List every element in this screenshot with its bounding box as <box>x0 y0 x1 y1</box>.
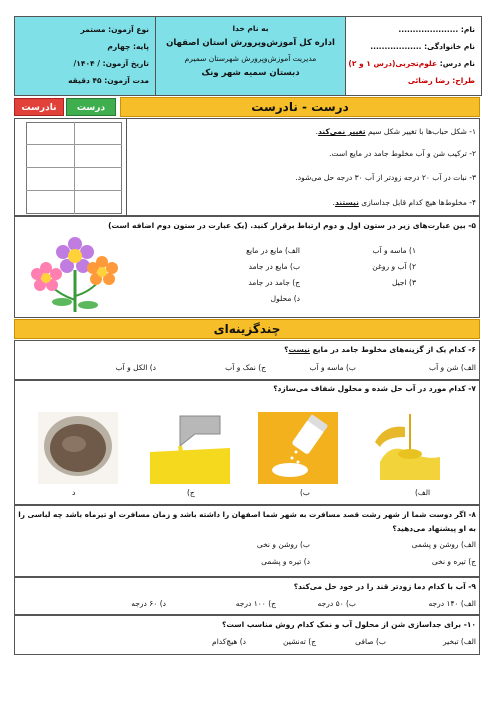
subject: نام درس: علوم‌تجربی(درس ۱ و ۲) <box>348 59 475 68</box>
multiple-choice-banner: چندگزینه‌ای <box>14 319 480 339</box>
q5-col1-3: ۳) اجیل <box>391 278 416 287</box>
q5-col1-2: ۲) آب و روغن <box>372 262 416 271</box>
student-info-box <box>345 17 481 95</box>
q9-option-a[interactable]: الف) ۱۴۰ درجه <box>428 599 476 608</box>
true-false-banner: درست - نادرست <box>120 97 480 117</box>
exam-duration: مدت آزمون: ۴۵ دقیقه <box>68 76 149 85</box>
student-name: نام: ..................... <box>398 25 475 34</box>
q9-option-c[interactable]: ج) ۱۰۰ درجه <box>235 599 276 608</box>
q5-col1-1: ۱) ماسه و آب <box>372 246 416 255</box>
exam-date: تاریخ آزمون: / ۱۴۰۴/ <box>73 59 149 68</box>
salt-image <box>258 412 338 484</box>
tf-question-1: ۱- شکل حباب‌ها با تغییر شکل سیم تغییر نمی‌کند. <box>315 127 476 136</box>
q8-option-b[interactable]: ب) روشن و نخی <box>256 540 310 549</box>
column-header-correct: درست <box>66 98 116 116</box>
q5-col2-3: ج) جامد در جامد <box>248 278 300 287</box>
q7-label-a[interactable]: الف) <box>415 488 431 497</box>
q5-col2-2: ب) مایع در جامد <box>248 262 300 271</box>
department: اداره کل آموزش‌وپرورش استان اصفهان <box>166 38 335 48</box>
q7-label-d[interactable]: د <box>72 488 76 497</box>
subject-value: علوم‌تجربی(درس ۱ و ۲) <box>348 59 438 68</box>
exam-type: نوع آزمون: مستمر <box>80 25 149 34</box>
q5-text: ۵- بین عبارت‌های زیر در ستون اول و دوم ارتباط برقرار کنید. (یک عبارت در ستون دوم اضافه است) <box>108 221 476 230</box>
bismillah: به نام خدا <box>232 24 269 33</box>
q9-option-d[interactable]: د) ۶۰ درجه <box>131 599 166 608</box>
q8-line2: به او پیشنهاد می‌دهید؟ <box>392 524 476 533</box>
q8-option-a[interactable]: الف) روشن و پشمی <box>411 540 476 549</box>
designer: طراح: رضا رضائی <box>407 76 475 85</box>
q10-option-a[interactable]: الف) تبخیر <box>442 637 476 646</box>
q7-text: ۷- کدام مورد در آب حل شده و محلول شفاف می‌سازد؟ <box>273 384 476 393</box>
exam-header <box>14 16 482 96</box>
q10-option-c[interactable]: ج) ته‌نشین <box>282 637 316 646</box>
school-info-box <box>155 17 345 95</box>
flower-illustration <box>30 230 120 316</box>
q8-option-d[interactable]: د) تیره و پشمی <box>261 557 310 566</box>
q6-option-d[interactable]: د) الکل و آب <box>115 363 156 372</box>
q9-text: ۹- آب با کدام دما زودتر قند را در خود حل می‌کند؟ <box>293 582 476 591</box>
sand-image <box>38 412 118 484</box>
tf-question-3: ۳- نبات در آب ۲۰ درجه زودتر از آب ۳۰ درجه حل می‌شود. <box>295 173 476 182</box>
q6-text: ۶- کدام یک از گزینه‌های مخلوط جامد در مایع نیست؟ <box>284 345 476 354</box>
q10-option-b[interactable]: ب) صافی <box>355 637 386 646</box>
tf-question-2: ۲- ترکیب شن و آب مخلوط جامد در مایع است. <box>329 149 476 158</box>
q8-option-c[interactable]: ج) تیره و نخی <box>431 557 476 566</box>
county-office: مدیریت آموزش‌وپرورش شهرستان سمیرم <box>184 54 317 63</box>
exam-info-box <box>15 17 155 95</box>
fuel-image <box>150 412 230 484</box>
school-name: دبستان سمیه شهر ونک <box>201 68 300 78</box>
column-header-wrong: نادرست <box>14 98 64 116</box>
grade: پایه: چهارم <box>107 42 149 51</box>
q5-col2-4: د) محلول <box>270 294 300 303</box>
oil-image <box>370 412 450 484</box>
q7-label-b[interactable]: ب) <box>300 488 310 497</box>
q9-option-b[interactable]: ب) ۵۰ درجه <box>317 599 356 608</box>
q6-option-a[interactable]: الف) شن و آب <box>429 363 476 372</box>
student-family: نام خانوادگی: .................. <box>370 42 475 51</box>
q7-label-c[interactable]: ج) <box>187 488 195 497</box>
q6-option-c[interactable]: ج) نمک و آب <box>225 363 266 372</box>
q10-option-d[interactable]: د) هیچ‌کدام <box>212 637 246 646</box>
q8-line1: ۸- اگر دوست شما از شهر رشت قصد مسافرت به شهر شما اصفهان را داشته باشد و زمان مسافرت او تیرماه باشد چه لباسی را <box>18 510 476 519</box>
q6-option-b[interactable]: ب) ماسه و آب <box>309 363 356 372</box>
q10-text: ۱۰- برای جداسازی شن از محلول آب و نمک کدام روش مناسب است؟ <box>221 620 476 629</box>
q5-col2-1: الف) مایع در مایع <box>246 246 300 255</box>
tf-question-4: ۴- مخلوط‌ها هیچ کدام قابل جداسازی نیستند. <box>332 198 476 207</box>
